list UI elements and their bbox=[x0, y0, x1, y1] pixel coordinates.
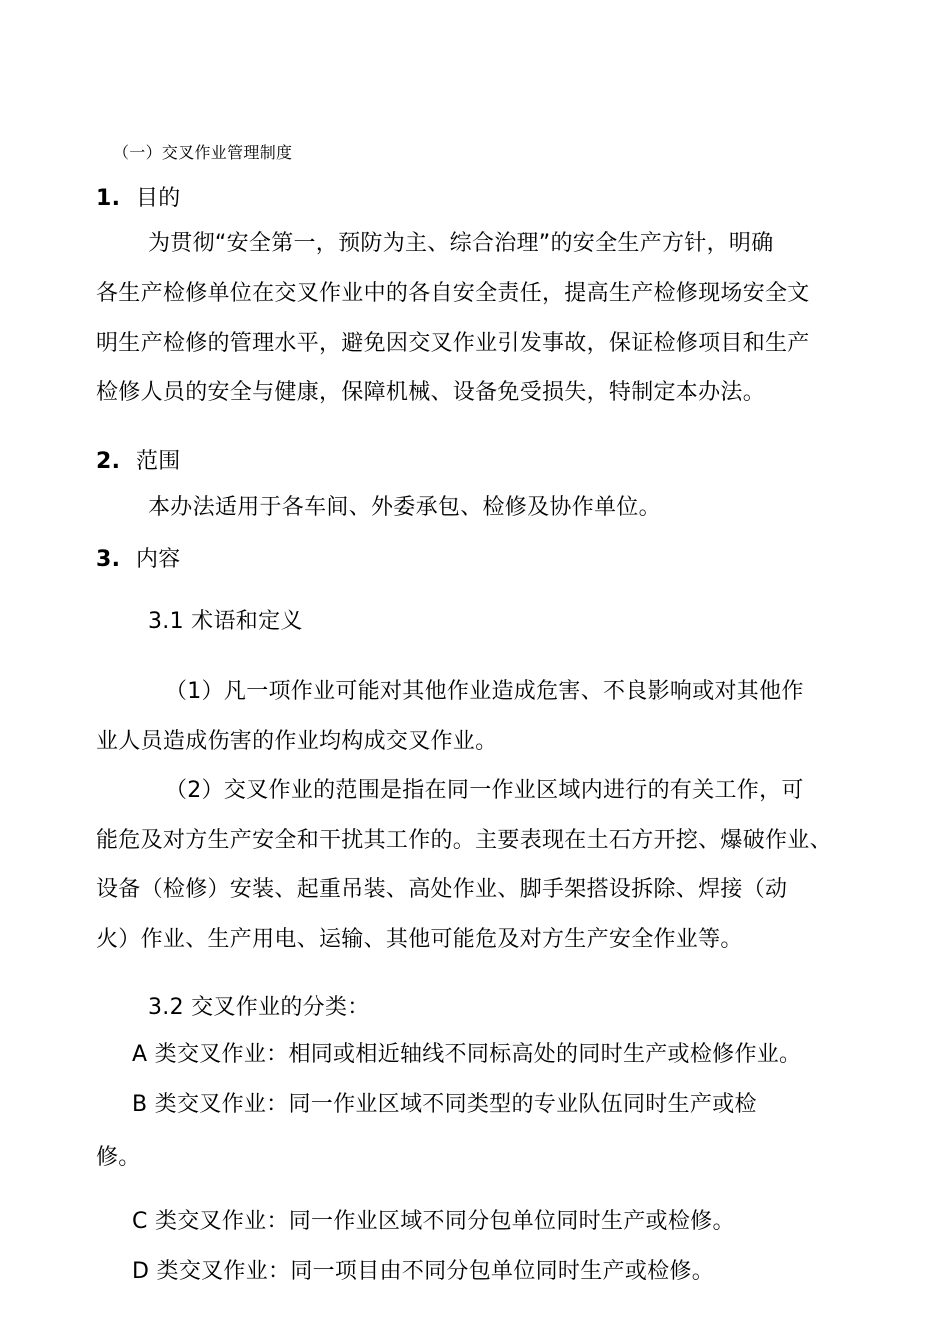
heading-scope bbox=[96, 447, 181, 477]
subsection-3-1-title: 3.1 术语和定义 bbox=[148, 609, 303, 634]
class-c-text: C 类交叉作业：同一作业区域不同分包单位同时生产或检修。 bbox=[132, 1209, 735, 1234]
item2-line-4: 火）作业、生产用电、运输、其他可能危及对方生产安全作业等。 bbox=[96, 927, 743, 952]
item2-line-1: （2）交叉作业的范围是指在同一作业区域内进行的有关工作，可 bbox=[165, 778, 804, 803]
heading-content bbox=[96, 545, 181, 575]
purpose-line-2: 各生产检修单位在交叉作业中的各自安全责任，提高生产检修现场安全文 bbox=[96, 281, 810, 306]
class-a-text: A 类交叉作业：相同或相近轴线不同标高处的同时生产或检修作业。 bbox=[132, 1042, 802, 1067]
heading-label: 内容 bbox=[136, 547, 181, 572]
class-b-line-2: 修。 bbox=[96, 1145, 141, 1170]
item2-line-2: 能危及对方生产安全和干扰其工作的。主要表现在土石方开挖、爆破作业、 bbox=[96, 828, 832, 853]
heading-label: 范围 bbox=[136, 449, 181, 474]
item2-line-3: 设备（检修）安装、起重吊装、高处作业、脚手架搭设拆除、焊接（动 bbox=[96, 877, 788, 902]
heading-label: 目的 bbox=[136, 186, 181, 211]
item1-line-2: 业人员造成伤害的作业均构成交叉作业。 bbox=[96, 729, 498, 754]
scope-text: 本办法适用于各车间、外委承包、检修及协作单位。 bbox=[148, 495, 661, 520]
purpose-line-1: 为贯彻“安全第一，预防为主、综合治理”的安全生产方针，明确 bbox=[148, 231, 774, 256]
purpose-line-4: 检修人员的安全与健康，保障机械、设备免受损失，特制定本办法。 bbox=[96, 380, 766, 405]
class-b-line-1: B 类交叉作业：同一作业区域不同类型的专业队伍同时生产或检 bbox=[132, 1092, 757, 1117]
heading-number: 3. bbox=[96, 547, 121, 572]
purpose-line-3: 明生产检修的管理水平，避免因交叉作业引发事故，保证检修项目和生产 bbox=[96, 331, 810, 356]
heading-purpose bbox=[96, 184, 181, 214]
heading-number: 1. bbox=[96, 186, 121, 211]
section-title: （一）交叉作业管理制度 bbox=[113, 143, 293, 162]
subsection-3-2-title: 3.2 交叉作业的分类： bbox=[148, 995, 370, 1020]
heading-number: 2. bbox=[96, 449, 121, 474]
item1-line-1: （1）凡一项作业可能对其他作业造成危害、不良影响或对其他作 bbox=[165, 679, 804, 704]
class-d-text: D 类交叉作业：同一项目由不同分包单位同时生产或检修。 bbox=[132, 1259, 715, 1284]
